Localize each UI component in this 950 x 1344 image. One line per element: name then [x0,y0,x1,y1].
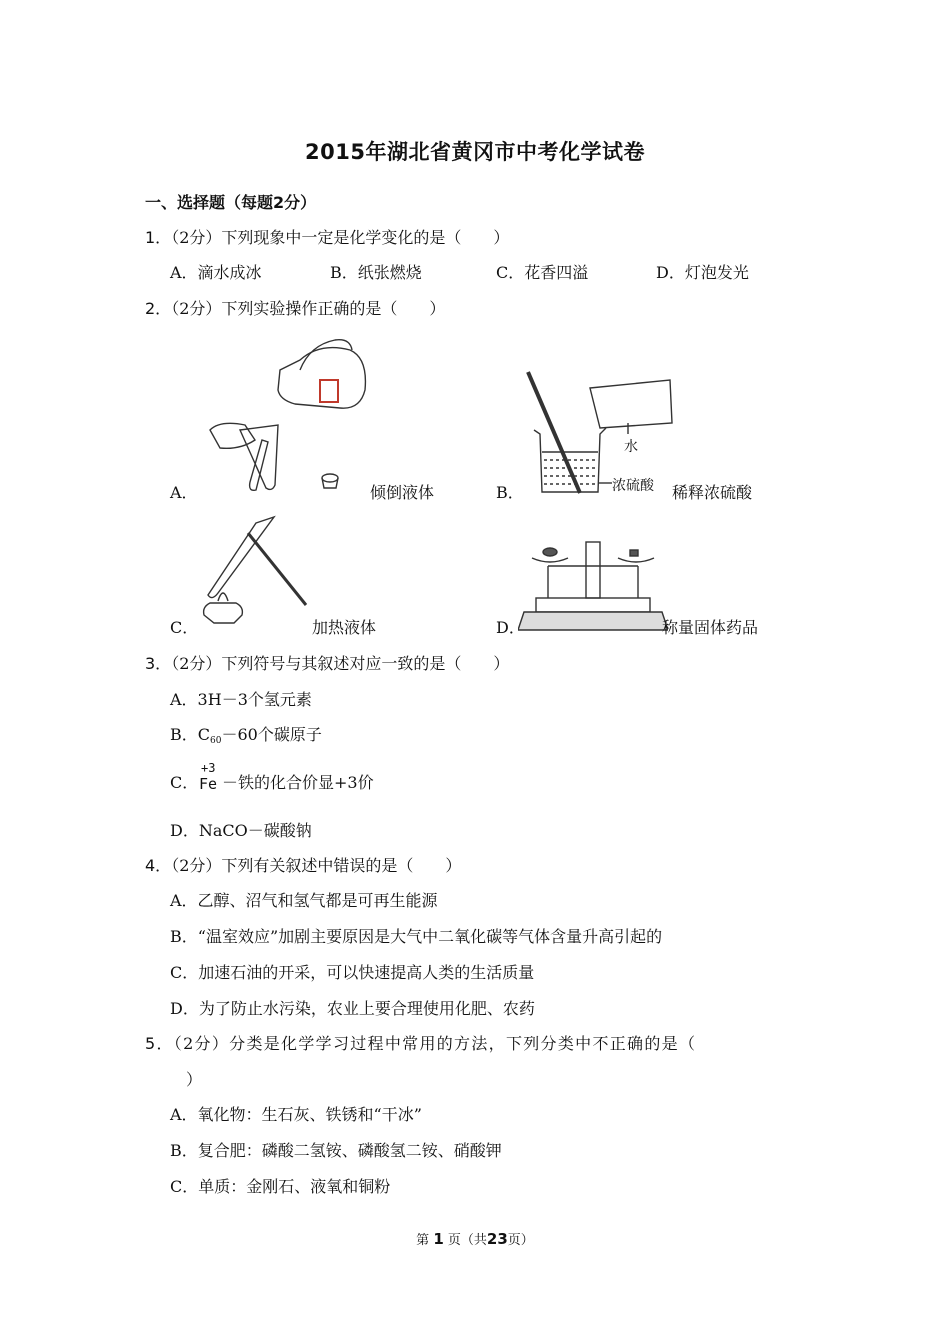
question-stem: （2分）下列符号与其叙述对应一致的是（ ） [171,654,510,673]
footer-mid: 页（共 [447,1233,487,1248]
q3-option-a: A．3H－3个氢元素 [170,690,312,709]
q1-option-b: B．纸张燃烧 [330,263,422,282]
heating-liquid-figure [196,515,316,633]
q3-option-d: D．NaCO－碳酸钠 [170,821,312,840]
q4-option-b: B．“温室效应”加剧主要原因是大气中二氧化碳等气体含量升高引起的 [170,927,663,946]
q1-option-a: A．滴水成冰 [170,263,262,282]
q3-c-element: Fe [199,775,218,793]
balance-figure [518,536,668,634]
q2-option-b-caption: 稀释浓硫酸 [672,483,753,502]
q5-option-c: C．单质：金刚石、液氧和铜粉 [170,1177,391,1196]
question-1 [145,225,509,248]
footer-page-number: 1 [433,1230,444,1248]
page-footer [0,1229,950,1248]
question-stem: （2分）下列有关叙述中错误的是（ ） [171,856,462,875]
question-5 [145,1031,696,1054]
label-water: 水 [624,439,638,455]
q5-stem-end: ） [186,1070,203,1089]
question-4 [145,853,461,876]
q3-option-c-suffix: －铁的化合价显+3价 [222,773,374,792]
question-number: 5． [145,1034,174,1053]
q3-b-subscript: 60 [210,736,222,746]
q3-option-b [170,722,322,746]
q4-option-c: C．加速石油的开采，可以快速提高人类的生活质量 [170,963,535,982]
question-stem: （2分）分类是化学学习过程中常用的方法，下列分类中不正确的是（ [173,1034,697,1053]
q2-option-c-caption: 加热液体 [312,618,377,637]
footer-total-pages: 23 [486,1230,508,1248]
section-heading: 一、选择题（每题2分） [145,193,317,212]
q2-option-d-caption: 称量固体药品 [662,618,759,637]
question-number: 2． [145,299,172,318]
q1-option-c: C．花香四溢 [496,263,589,282]
q3-option-c-prefix: C． [170,773,199,792]
footer-pre: 第 [416,1233,430,1248]
question-stem: （2分）下列实验操作正确的是（ ） [171,299,446,318]
q2-option-a-caption: 倾倒液体 [370,483,435,502]
q3-b-prefix: B．C [170,725,211,744]
q5-option-a: A．氧化物：生石灰、铁锈和“干冰” [170,1105,422,1124]
question-stem: （2分）下列现象中一定是化学变化的是（ ） [171,228,510,247]
question-2 [145,296,445,319]
q4-option-d: D．为了防止水污染，农业上要合理使用化肥、农药 [170,999,535,1018]
q4-option-a: A．乙醇、沼气和氢气都是可再生能源 [170,891,438,910]
q1-option-d: D．灯泡发光 [656,263,749,282]
question-number: 4． [145,856,172,875]
footer-post: 页） [507,1233,534,1248]
q3-c-charge: +3 [201,761,216,775]
q3-b-suffix: －60个碳原子 [221,725,322,744]
question-3 [145,651,509,674]
q2-option-d-letter: D． [496,618,525,637]
reagent-bottle [278,348,365,409]
q2-option-b-letter: B． [496,483,524,502]
page-title: 2015年湖北省黄冈市中考化学试卷 [305,140,645,164]
diluting-acid-figure [520,368,680,500]
q2-option-c-letter: C． [170,618,199,637]
q5-option-b: B．复合肥：磷酸二氢铵、磷酸氢二铵、硝酸钾 [170,1141,502,1160]
question-number: 1． [145,228,172,247]
pouring-liquid-figure [200,330,380,500]
question-number: 3． [145,654,172,673]
q2-option-a-letter: A． [170,483,198,502]
label-conc-acid: 浓硫酸 [612,478,654,494]
